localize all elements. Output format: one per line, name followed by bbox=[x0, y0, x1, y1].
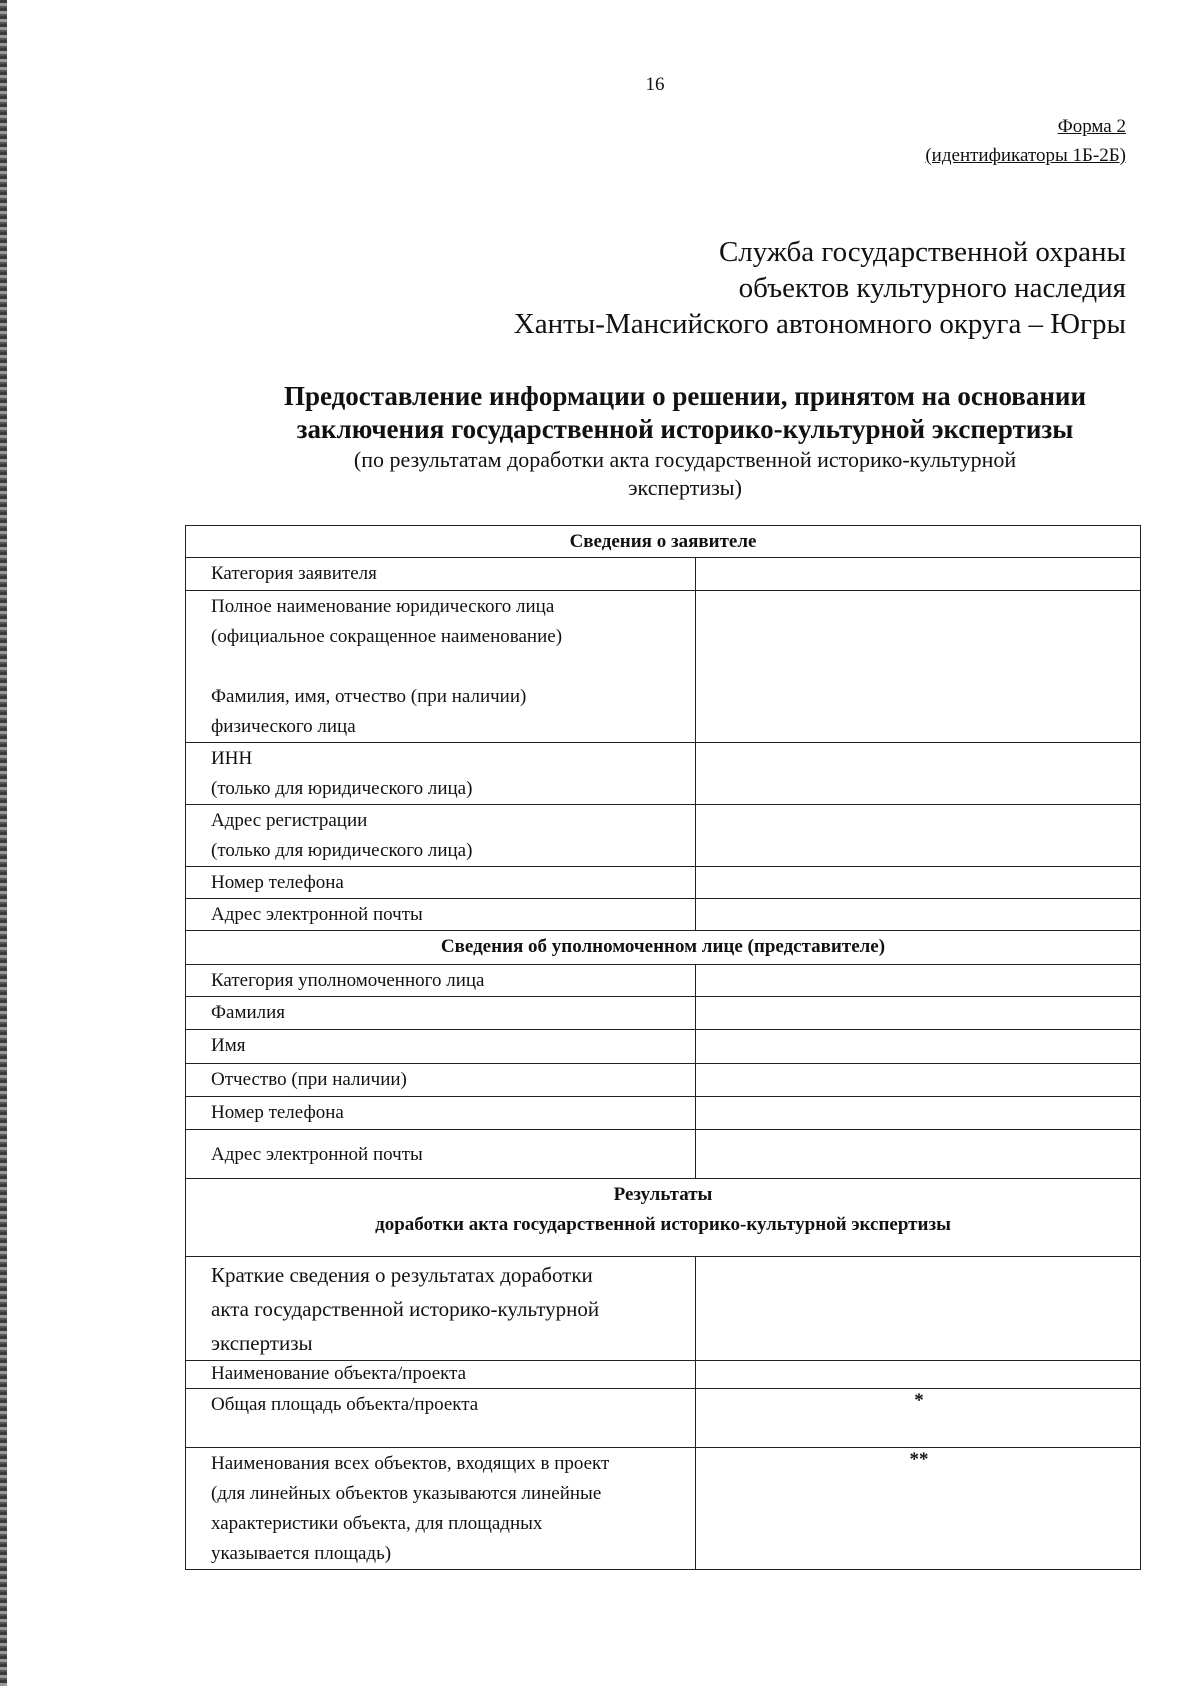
footnote-mark: * bbox=[914, 1390, 924, 1411]
applicant-address-label bbox=[186, 805, 696, 867]
label-line: Полное наименование юридического лица bbox=[211, 596, 555, 617]
label-line: (официальное сокращенное наименование) bbox=[211, 626, 563, 647]
title-line: Предоставление информации о решении, принятом на основании bbox=[283, 381, 1087, 411]
table-row bbox=[186, 591, 1141, 743]
label-line: физического лица bbox=[211, 716, 356, 737]
representative-category-field[interactable] bbox=[696, 965, 1141, 997]
application-form-table bbox=[185, 525, 1141, 1570]
representative-email-field[interactable] bbox=[696, 1130, 1141, 1179]
object-name-field[interactable] bbox=[696, 1361, 1141, 1389]
applicant-category-field[interactable] bbox=[696, 558, 1141, 591]
results-header-line: Результаты bbox=[613, 1184, 713, 1205]
table-row bbox=[186, 743, 1141, 805]
table-row bbox=[186, 1361, 1141, 1389]
label-line: экспертизы bbox=[211, 1331, 313, 1355]
table-row bbox=[186, 1257, 1141, 1361]
footnote-mark: ** bbox=[909, 1449, 929, 1470]
recipient-line: объектов культурного наследия bbox=[738, 272, 1126, 304]
applicant-phone-label: Номер телефона bbox=[186, 867, 696, 899]
table-row bbox=[186, 965, 1141, 997]
form-identifier bbox=[925, 112, 1126, 170]
table-row bbox=[186, 1389, 1141, 1448]
representative-patronymic-label: Отчество (при наличии) bbox=[186, 1064, 696, 1097]
results-section-header bbox=[186, 1179, 1141, 1257]
results-header-line: доработки акта государственной историко-культурной экспертизы bbox=[375, 1214, 951, 1235]
form-identifiers: (идентификаторы 1Б-2Б) bbox=[925, 145, 1126, 166]
table-row bbox=[186, 805, 1141, 867]
table-row bbox=[186, 1030, 1141, 1064]
scan-edge bbox=[0, 0, 7, 1686]
table-row bbox=[186, 558, 1141, 591]
label-line: ИНН bbox=[211, 748, 253, 769]
label-line: (только для юридического лица) bbox=[211, 778, 473, 799]
recipient-block bbox=[514, 234, 1126, 342]
applicant-name-field[interactable] bbox=[696, 591, 1141, 743]
representative-surname-label: Фамилия bbox=[186, 997, 696, 1030]
label-spacer bbox=[211, 652, 689, 682]
title-line: заключения государственной историко-культурной экспертизы bbox=[296, 414, 1074, 444]
applicant-inn-field[interactable] bbox=[696, 743, 1141, 805]
section-header-row bbox=[186, 526, 1141, 558]
total-area-label: Общая площадь объекта/проекта bbox=[186, 1389, 696, 1448]
object-name-label: Наименование объекта/проекта bbox=[186, 1361, 696, 1389]
label-line: (для линейных объектов указываются линейные bbox=[211, 1483, 602, 1504]
document-title bbox=[185, 380, 1185, 502]
representative-name-field[interactable] bbox=[696, 1030, 1141, 1064]
label-line: акта государственной историко-культурной bbox=[211, 1297, 600, 1321]
representative-category-label: Категория уполномоченного лица bbox=[186, 965, 696, 997]
applicant-email-field[interactable] bbox=[696, 899, 1141, 931]
page-number: 16 bbox=[645, 74, 665, 95]
applicant-section-header: Сведения о заявителе bbox=[186, 526, 1141, 558]
all-objects-label bbox=[186, 1448, 696, 1570]
applicant-inn-label bbox=[186, 743, 696, 805]
table-row bbox=[186, 1064, 1141, 1097]
applicant-name-label bbox=[186, 591, 696, 743]
representative-phone-field[interactable] bbox=[696, 1097, 1141, 1130]
subtitle-line: (по результатам доработки акта государственной историко-культурной bbox=[353, 447, 1017, 472]
applicant-address-field[interactable] bbox=[696, 805, 1141, 867]
recipient-line: Ханты-Мансийского автономного округа – Югры bbox=[513, 308, 1126, 340]
table-row bbox=[186, 1448, 1141, 1570]
label-line: Наименования всех объектов, входящих в проект bbox=[211, 1453, 610, 1474]
label-line: (только для юридического лица) bbox=[211, 840, 473, 861]
all-objects-field[interactable] bbox=[696, 1448, 1141, 1570]
table-row bbox=[186, 1130, 1141, 1179]
label-line: Краткие сведения о результатах доработки bbox=[211, 1263, 593, 1287]
table-row bbox=[186, 1097, 1141, 1130]
representative-patronymic-field[interactable] bbox=[696, 1064, 1141, 1097]
results-summary-label bbox=[186, 1257, 696, 1361]
label-line: характеристики объекта, для площадных bbox=[211, 1513, 543, 1534]
representative-phone-label: Номер телефона bbox=[186, 1097, 696, 1130]
applicant-phone-field[interactable] bbox=[696, 867, 1141, 899]
section-header-row bbox=[186, 1179, 1141, 1257]
table-row bbox=[186, 867, 1141, 899]
form-label: Форма 2 bbox=[1057, 116, 1126, 137]
applicant-email-label: Адрес электронной почты bbox=[186, 899, 696, 931]
representative-section-header: Сведения об уполномоченном лице (представителе) bbox=[186, 931, 1141, 965]
label-line: указывается площадь) bbox=[211, 1543, 392, 1564]
section-header-row bbox=[186, 931, 1141, 965]
subtitle-line: экспертизы) bbox=[628, 475, 742, 500]
recipient-line: Служба государственной охраны bbox=[718, 236, 1126, 268]
applicant-category-label: Категория заявителя bbox=[186, 558, 696, 591]
label-line: Адрес регистрации bbox=[211, 810, 368, 831]
label-line: Фамилия, имя, отчество (при наличии) bbox=[211, 686, 527, 707]
table-row bbox=[186, 997, 1141, 1030]
representative-surname-field[interactable] bbox=[696, 997, 1141, 1030]
representative-name-label: Имя bbox=[186, 1030, 696, 1064]
table-row bbox=[186, 899, 1141, 931]
representative-email-label: Адрес электронной почты bbox=[186, 1130, 696, 1179]
results-summary-field[interactable] bbox=[696, 1257, 1141, 1361]
total-area-field[interactable] bbox=[696, 1389, 1141, 1448]
